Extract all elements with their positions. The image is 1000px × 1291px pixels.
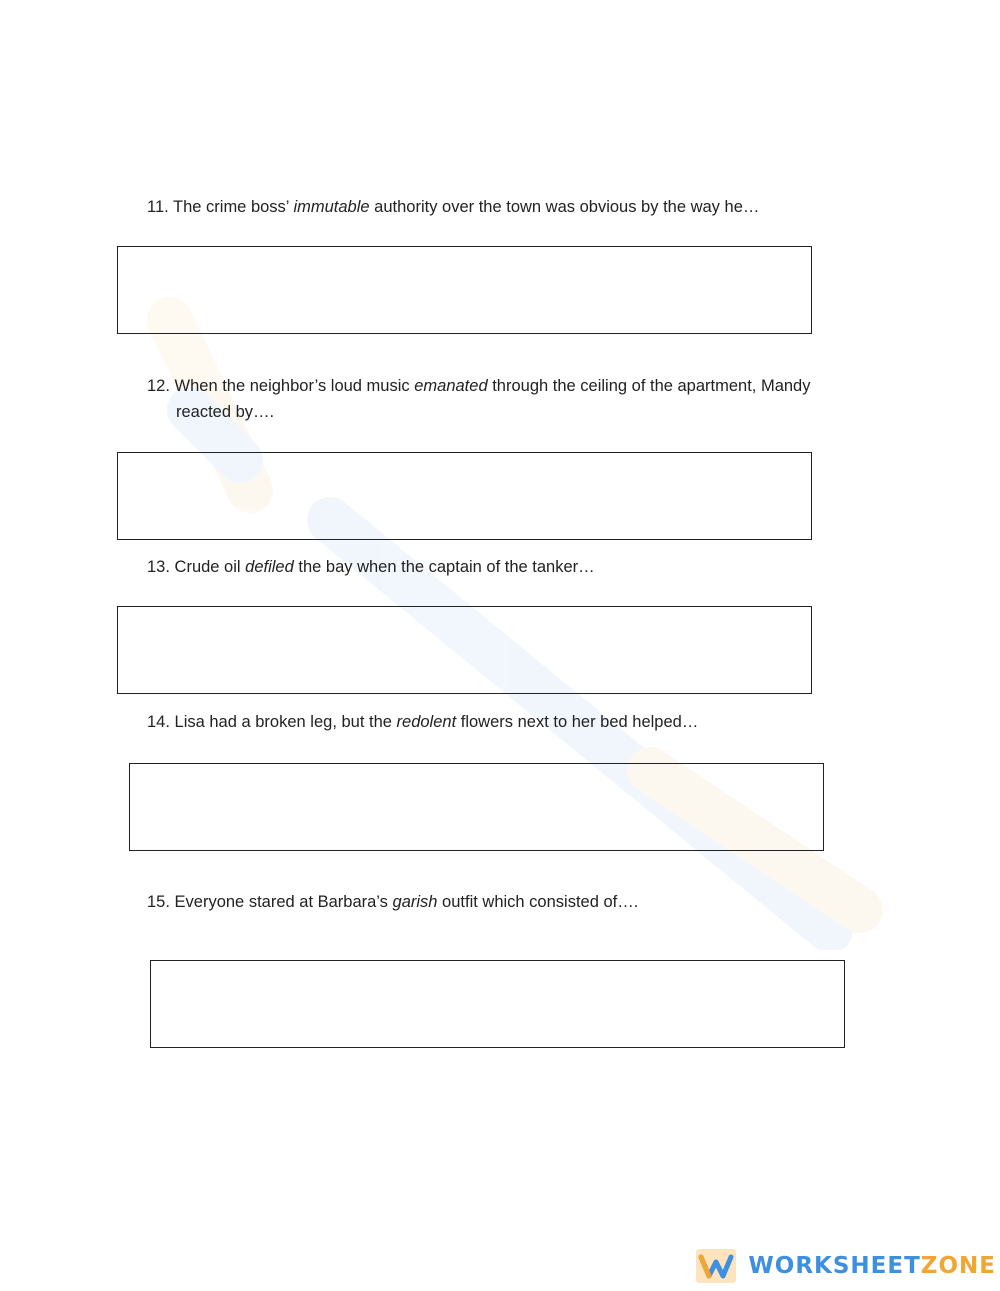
question-12	[147, 373, 811, 425]
question-15	[147, 889, 638, 915]
question-11	[147, 194, 759, 220]
question-14	[147, 709, 698, 735]
question-number: 11.	[147, 198, 169, 216]
question-text-before: The crime boss’	[173, 198, 294, 216]
question-text-after: the bay when the captain of the tanker…	[293, 558, 595, 576]
worksheetzone-w-icon	[696, 1249, 736, 1283]
answer-box-15[interactable]	[150, 960, 845, 1048]
question-number: 13.	[147, 558, 170, 576]
answer-box-11[interactable]	[117, 246, 812, 334]
vocab-word: garish	[392, 893, 438, 911]
question-number: 14.	[147, 713, 170, 731]
answer-box-13[interactable]	[117, 606, 812, 694]
question-text-after: outfit which consisted of….	[437, 893, 639, 911]
vocab-word: immutable	[293, 198, 370, 216]
question-text-before: Everyone stared at Barbara’s	[174, 893, 393, 911]
answer-box-12[interactable]	[117, 452, 812, 540]
footer-brand	[696, 1241, 1000, 1291]
vocab-word: redolent	[396, 713, 457, 731]
brand-part-worksheet: WORKSHEET	[748, 1253, 921, 1279]
brand-name	[748, 1253, 996, 1279]
question-text-before: Crude oil	[174, 558, 246, 576]
vocab-word: defiled	[245, 558, 294, 576]
question-text-before: Lisa had a broken leg, but the	[174, 713, 397, 731]
question-number: 12.	[147, 377, 170, 395]
brand-part-zone: ZONE	[920, 1253, 996, 1279]
question-text-before: When the neighbor’s loud music	[174, 377, 415, 395]
question-13	[147, 554, 595, 580]
question-text-after: through the ceiling of the apartment, Mandy	[487, 377, 811, 395]
question-text-continuation: reacted by….	[176, 403, 275, 421]
vocab-word: emanated	[414, 377, 488, 395]
answer-box-14[interactable]	[129, 763, 824, 851]
question-text-after: flowers next to her bed helped…	[456, 713, 699, 731]
question-number: 15.	[147, 893, 170, 911]
question-text-after: authority over the town was obvious by the way he…	[369, 198, 760, 216]
